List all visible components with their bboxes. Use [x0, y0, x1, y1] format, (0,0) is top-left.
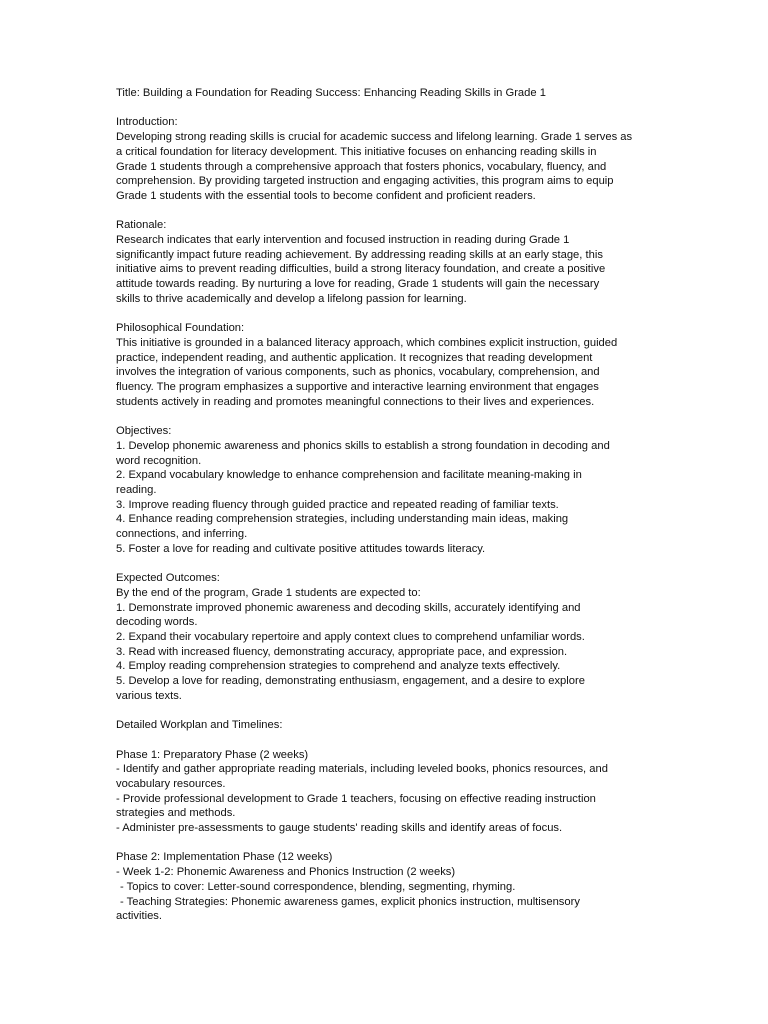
objectives-line: connections, and inferring.: [116, 528, 248, 541]
expected-outcomes-line: decoding words.: [116, 616, 198, 629]
phase1-line: - Identify and gather appropriate reading materials, including leveled books, phonics resources, and: [116, 763, 608, 776]
philosophical-foundation-heading: Philosophical Foundation:: [116, 322, 245, 335]
workplan-heading: Detailed Workplan and Timelines:: [116, 719, 283, 732]
expected-outcomes-line: 1. Demonstrate improved phonemic awareness and decoding skills, accurately identifying and: [116, 601, 581, 614]
document-title: Title: Building a Foundation for Reading Success: Enhancing Reading Skills in Grade 1: [116, 87, 546, 99]
introduction-line: Developing strong reading skills is crucial for academic success and lifelong learning. Grade 1 serves as: [116, 131, 633, 144]
introduction-line: Grade 1 students through a comprehensive approach that fosters phonics, vocabulary, fluency, and: [116, 160, 607, 173]
phase2-line: activities.: [116, 910, 163, 923]
document-page: [116, 86, 656, 924]
philosophical-foundation-line: practice, independent reading, and authentic application. It recognizes that reading development: [116, 351, 593, 364]
rationale-line: skills to thrive academically and develop a lifelong passion for learning.: [116, 292, 467, 305]
expected-outcomes-line: 5. Develop a love for reading, demonstrating enthusiasm, engagement, and a desire to explore: [116, 675, 585, 688]
introduction-line: Grade 1 students with the essential tools to become confident and proficient readers.: [116, 189, 536, 202]
philosophical-foundation-line: fluency. The program emphasizes a supportive and interactive learning environment that engages: [116, 381, 599, 394]
rationale-heading: Rationale:: [116, 219, 167, 232]
rationale-line: attitude towards reading. By nurturing a love for reading, Grade 1 students will gain the necessary: [116, 278, 600, 291]
phase1-line: vocabulary resources.: [116, 777, 226, 790]
phase1-heading: Phase 1: Preparatory Phase (2 weeks): [116, 748, 309, 761]
objectives-line: reading.: [116, 483, 157, 496]
introduction-line: a critical foundation for literacy development. This initiative focuses on enhancing reading skills in: [116, 145, 597, 158]
introduction-heading: Introduction:: [116, 116, 178, 129]
phase1-line: strategies and methods.: [116, 807, 236, 820]
rationale-line: Research indicates that early intervention and focused instruction in reading during Grade 1: [116, 234, 570, 246]
phase2-line: - Topics to cover: Letter-sound correspondence, blending, segmenting, rhyming.: [120, 880, 516, 893]
philosophical-foundation-line: students actively in reading and promotes meaningful connections to their lives and experiences.: [116, 395, 595, 408]
phase2-line: - Teaching Strategies: Phonemic awareness games, explicit phonics instruction, multisensory: [120, 895, 580, 908]
objectives-line: 4. Enhance reading comprehension strategies, including understanding main ideas, making: [116, 513, 569, 526]
objectives-line: 3. Improve reading fluency through guided practice and repeated reading of familiar texts.: [116, 498, 559, 511]
expected-outcomes-line: 4. Employ reading comprehension strategies to comprehend and analyze texts effectively.: [116, 660, 561, 673]
expected-outcomes-heading: Expected Outcomes:: [116, 572, 220, 585]
expected-outcomes-line: various texts.: [116, 689, 182, 702]
phase2-heading: Phase 2: Implementation Phase (12 weeks): [116, 851, 333, 864]
expected-outcomes-line: 3. Read with increased fluency, demonstrating accuracy, appropriate pace, and expression.: [116, 645, 568, 658]
objectives-line: 1. Develop phonemic awareness and phonics skills to establish a strong foundation in decoding and: [116, 439, 610, 452]
expected-outcomes-line: 2. Expand their vocabulary repertoire and apply context clues to comprehend unfamiliar words.: [116, 630, 585, 643]
rationale-line: significantly impact future reading achievement. By addressing reading skills at an early stage, this: [116, 248, 603, 261]
phase1-line: - Administer pre-assessments to gauge students' reading skills and identify areas of focus.: [116, 822, 563, 835]
introduction-line: comprehension. By providing targeted instruction and engaging activities, this program aims to equip: [116, 175, 614, 188]
rationale-line: initiative aims to prevent reading difficulties, build a strong literacy foundation, and create a positive: [116, 263, 606, 276]
philosophical-foundation-line: This initiative is grounded in a balanced literacy approach, which combines explicit instruction, guided: [116, 336, 618, 349]
expected-outcomes-line: By the end of the program, Grade 1 students are expected to:: [116, 586, 421, 599]
phase1-line: - Provide professional development to Grade 1 teachers, focusing on effective reading instruction: [116, 792, 596, 805]
phase2-line: - Week 1-2: Phonemic Awareness and Phonics Instruction (2 weeks): [116, 866, 456, 879]
objectives-line: 5. Foster a love for reading and cultivate positive attitudes towards literacy.: [116, 542, 486, 555]
objectives-line: 2. Expand vocabulary knowledge to enhance comprehension and facilitate meaning-making in: [116, 469, 582, 482]
objectives-line: word recognition.: [116, 454, 202, 467]
philosophical-foundation-line: involves the integration of various components, such as phonics, vocabulary, comprehension, and: [116, 366, 600, 379]
objectives-heading: Objectives:: [116, 425, 172, 438]
